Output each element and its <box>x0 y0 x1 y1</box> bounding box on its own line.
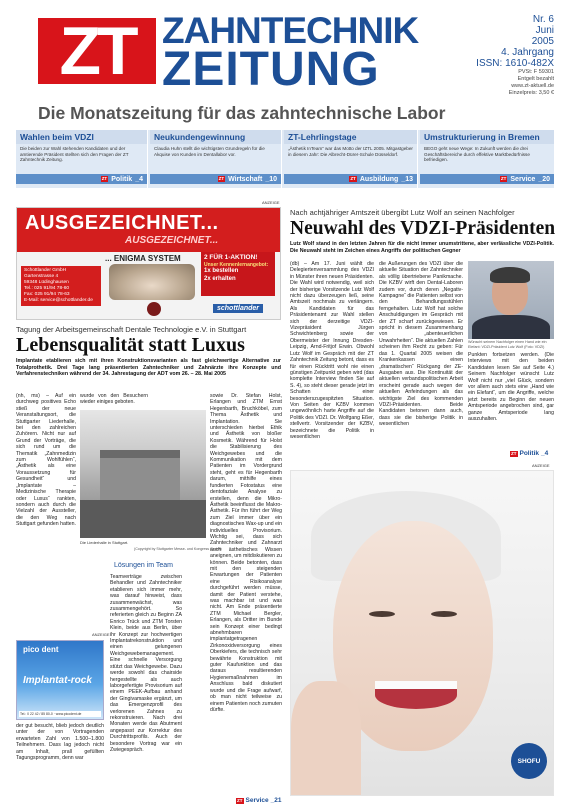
schottlander-ad[interactable] <box>16 207 281 320</box>
model-eye-right <box>431 611 457 617</box>
teaser-text: Die beiden zur Wahl stehenden Kandidaten und der amtierende Präsident stellten sich den Fragen der ZT Zahntechnik Zeitung. <box>20 146 129 163</box>
lead-col2b-text: Teamverträge zwischen Behandler und Zahntechniker etablieren sich immer mehr, was darauf hinweist, dass zusammenwächst, was zusammengehört. So referierten gleich zu Beginn ZA Enrico Trück und ZTM Torsten Klein, beide aus Berlin, über ihr Konzept zur hochwertigen Implantatrekonstruktion und einen gelungenen Weichgewebemanagement. Eine schnelle Versorgung stützt das Weichgewebe. Dazu werde sowohl das chairside hergestellte als auch laborgefertigte Provisorium auf einem PEEK-Aufbau anhand der Gingivamaske ergänzt, um das Emergenzprofil des verlorenen Zahnes zu rekonstruieren. Nach drei Monaten werde das Abutment angepasst zur Korrektur des Durchtrittsprofils. Auch der besondere Vortrag war ein Zwiegespräch. <box>110 574 182 753</box>
ad-tel: Tel.: 025 91/94 78-60 <box>24 286 70 291</box>
ref-label: Service <box>245 797 269 804</box>
ref-page: _4 <box>135 175 143 183</box>
ref-page: _20 <box>538 175 550 183</box>
ad-address <box>21 266 101 306</box>
model-hand <box>291 681 361 796</box>
lead-intro: Implantate etablieren sich mit ihren Konstruktionsvarianten als fast gleichwertige Alternative zur Totalprothetik. Drei Tage lang präsentierten Zahntechniker und Zahnärzte ihre Konzepte und Verfahrenstechniken während der 34. Jahrestagung der ADT vom 26. – 28. Mai 2005 <box>16 358 281 378</box>
teaser-strip <box>16 130 554 188</box>
issue-year: 2005 <box>531 36 554 47</box>
teaser-text: BEGO geht neue Wege: In Zukunft werden die drei Geschäftsbereiche durch effektive Marktbedürfnisse befriedigen. <box>424 146 530 163</box>
teaser-ref[interactable] <box>16 174 147 184</box>
ad-email: E-Mail: service@schottlander.de <box>24 298 93 303</box>
zt-badge: ZT <box>500 176 507 181</box>
vdzi-headline: Neuwahl des VDZI-Präsidenten <box>290 218 556 239</box>
photo-building <box>100 450 180 500</box>
lead-section-title: Lösungen im Team <box>114 562 174 569</box>
shofu-logo <box>511 743 547 779</box>
ad-label-3: ANZEIGE <box>532 463 550 468</box>
photo-trees <box>80 500 206 538</box>
ref-label: Wirtschaft <box>228 175 263 183</box>
ad-offer-box <box>201 252 275 296</box>
liederhalle-photo <box>80 410 206 538</box>
teaser-title: ZT-Lehrlingstage <box>284 130 417 144</box>
ad-offer4: 2x erhalten <box>204 275 236 282</box>
subtitle: Die Monatszeitung für das zahntechnische Labor <box>38 103 446 123</box>
dental-image <box>109 264 195 300</box>
issue-month: Juni <box>535 25 554 36</box>
vdzi-col3 <box>468 352 554 448</box>
teaser-text: Claudia Huhn stellt die wichtigsten Grundregeln für die Akquise von Kunden im Dentallabor vor. <box>154 146 265 157</box>
teaser-3[interactable] <box>284 130 418 188</box>
ad-label-2: ANZEIGE <box>92 632 110 637</box>
ref-page: _13 <box>401 175 413 183</box>
ref-label: Politik <box>519 450 540 457</box>
zt-badge: ZT <box>350 176 356 181</box>
vdzi-col3-text: Punkten fortsetzen werden. (Die Interviews mit den beiden Kandidaten lesen Sie auf Seite 4.) Seinem Nachfolger wünscht Lutz Wolf nicht nur „viel Glück, sondern vor allem auch stets eine „Hand wie ein Elefant“, um die Angriffe, welche jetzt bereits zu Beginn der neuen Amtsperiode angebrochen sind, gar ganze Amtsperiode lang auszuhalten. <box>468 352 554 423</box>
picodent-footer: Tel.: 0 22 42 / 85 80-0 · www.picodent.de <box>19 711 101 717</box>
shofu-ad[interactable] <box>290 470 554 796</box>
vdzi-ref[interactable] <box>510 450 548 457</box>
pvst: PVSt: F 59301 <box>518 69 554 75</box>
issue-number: Nr. 6 <box>532 14 554 25</box>
lead-col3-text: sowie Dr. Stefan Holst, Erlangen und ZTM Ernst Hegenbarth, Bruchköbel, zum Thema Ästhetik und Implantation. Sie unterschieden hierbei Ethik und Ästhetik von bloßer Kosmetik. Während für Holst die Stabilisierung des Weichgewebes und die Kommunikation mit dem Patienten im Vordergrund steht, geht es für Hegenbarth darum, mithilfe eines fundierten Fotostatus eine dentofaziale Analyse zu erstellen, denn die Mikro-Ästhetik beeinflusst die Makro-Ästhetik. Für ihn führt der Weg zum Ziel immer über ein diagnostisches Wax-up und ein individuelles Provisorium. Wichtig sei, dass sich Zahntechniker und Zahnarzt auch ästhetisches Wissen aneignen, um mitdiskutieren zu können. Beide betonten, dass mit den steigenden Erwartungen der Patienten eine Risikoanalyse durchgeführt werden müsse, damit der Patient verstehe, was machbar ist und was nicht. Am Ende präsentierte ZTM Michael Bergler, Erlangen, als Dritter im Bunde sein Konzept einer bedingt abnehmbaren implantatgetragenen Zirkonoxidversorgung eines Oberkiefers, die technisch sehr bewährte Konstruktion mit guter Kaufunktion und das daraus resultierenden Hygienemaßnahmen im Anschluss bald diskutiert wurde und die Frage aufwarf, ob man nicht teilweise zu einem Patienten noch zumuten dürfte. <box>210 393 282 713</box>
vdzi-intro: Lutz Wolf stand in den letzten Jahren für die nicht immer unumstrittene, aber verlässliche VDZI-Politik. Die Neuwahl steht im Zeichen eines Angriffs der politischen Gegner <box>290 241 554 254</box>
issue-info <box>474 14 554 97</box>
issn: ISSN: 1610-482X <box>476 58 554 69</box>
photo-caption: Die Liederhalle in Stuttgart. <box>80 540 129 545</box>
lead-col1b-text: der gut besucht, blieb jedoch deutlich unter der von Vortragenden erwarteten Zahl von 1.500–1.800 Teilnehmern. Dass lag jedoch nicht am Inhalt, prall gefüllten Tagungsprogramm, denn war <box>16 723 104 762</box>
vdzi-photo-caption: Wünscht seinem Nachfolger einen Hand wie ein Elefant: VDZI-Präsident Lutz Wolf (Foto: VDZI) <box>468 340 547 349</box>
teaser-1[interactable] <box>16 130 148 188</box>
ad-offer2: Unser Kennenlernangebot: <box>204 262 269 268</box>
ref-page: _10 <box>265 175 277 183</box>
ad-company: Schottlander GmbH <box>24 268 67 273</box>
masthead <box>0 0 570 123</box>
ad-fax: Fax: 025 91/94 78-63 <box>24 292 70 297</box>
vdzi-col1 <box>290 261 374 459</box>
title-line2: ZEITUNG <box>162 43 380 96</box>
vdzi-col2 <box>379 261 463 459</box>
teaser-2[interactable] <box>150 130 282 188</box>
teaser-ref[interactable] <box>284 174 417 184</box>
title-line1: ZAHNTECHNIK <box>162 10 419 51</box>
ad-headline-box <box>17 208 280 252</box>
website[interactable]: www.zt-aktuell.de <box>511 83 554 89</box>
issue-volume: 4. Jahrgang <box>501 47 554 58</box>
vdzi-col2-text: die Äußerungen des VDZI über die aktuelle Situation der Zahntechniker als völlig übertriebene Panikmache. Die KZBV wirft den Dental-Laboren zudem vor, durch deren „Negativ-Kampagne“ die Patienten selbst von den Behandlungsstühlen ferngehalten. Lutz Wolf hat solche Anschuldigungen im Gespräch mit der ZT scharf zurückgewiesen. Er spricht in diesem Zusammenhang von „abenteuerlichen Unwahrheiten“. Die aktuellen Zahlen scheinen ihm Recht zu geben: Für das 1. Quartal 2005 weisen die Krankenkassen einen „dramatischen“ Rückgang der ZE-Ausgaben aus. Die Kontinuität der aktuellen verbandspolitischen Arbeit erscheint gerade auch wegen der aktuellen Anfeindungen als das wichtigste Ziel des kommenden VDZI-Präsidenten. Beide Kandidaten betonen dann auch, dass sie die bisherige Politik in wesentlichen <box>379 261 463 428</box>
model-smile <box>375 681 457 709</box>
lead-col2b <box>110 574 182 796</box>
ref-label: Service <box>510 175 536 183</box>
zt-badge: ZT <box>237 797 243 803</box>
ad-offer3: 1x bestellen <box>204 268 239 274</box>
ad-headline: AUSGEZEICHNET... <box>25 212 219 234</box>
teaser-title: Umstrukturierung in Bremen <box>420 130 554 144</box>
picodent-product: Implantat-rock <box>23 675 92 686</box>
ad-brand: schottlander <box>213 304 263 313</box>
lutz-wolf-photo <box>468 261 554 339</box>
lead-kicker: Tagung der Arbeitsgemeinschaft Dentale Technologie e.V. in Stuttgart <box>16 325 247 334</box>
ad-product: ... ENIGMA SYSTEM <box>105 254 181 263</box>
vdzi-kicker: Nach achtjähriger Amtszeit übergibt Lutz Wolf an seinen Nachfolger <box>290 208 515 217</box>
logo-text: ZT <box>59 13 135 89</box>
picodent-ad[interactable] <box>16 640 104 720</box>
teaser-ref[interactable] <box>420 174 554 184</box>
lead-col2a: wurde von den Besuchern wieder einiges geboten. <box>80 393 148 406</box>
zt-badge: ZT <box>218 176 225 181</box>
picodent-brand: pico dent <box>23 645 59 654</box>
award-seal-icon <box>147 302 161 316</box>
teaser-title: Neukundengewinnung <box>150 130 281 144</box>
ref-label: Ausbildung <box>359 175 399 183</box>
teaser-ref[interactable] <box>150 174 281 184</box>
lead-col1-text: (nh, ms) – Auf ein durchweg positives Echo stieß der neue Veranstaltungsort, die Stuttgarter Liederhalle, bei den zahlreichen Zuhörern. Nicht nur auf Grund der Vorträge, die sich rund um die Thematik „Zahnmedizin zum Wohlfühlen“, „Ästhetik als eine Voraussetzung für Gesundheit“ und „Implantate – Medizinische Therapie oder Luxus“ rankten, sondern auch durch die Vielzahl der Aussteller, die den Weg nach Stuttgart gefunden hatten. <box>16 393 76 528</box>
lead-col3 <box>210 393 282 790</box>
price: Einzelpreis: 3,50 € <box>508 90 554 96</box>
photo-copyright: (Copyright by Stuttgarter Messe- und Kongress GmbH) <box>134 547 222 551</box>
ref-label: Politik <box>111 175 133 183</box>
ad-label: ANZEIGE <box>262 200 280 205</box>
shofu-brand: SHOFU <box>517 757 541 765</box>
lead-col1 <box>16 393 76 603</box>
ad-street: Gartenstrasse 4 <box>24 274 59 279</box>
lead-col1b <box>16 723 104 793</box>
ad-offer1: 2 FÜR 1-AKTION! <box>204 254 258 261</box>
teaser-4[interactable] <box>420 130 554 188</box>
zt-badge: ZT <box>511 450 517 456</box>
model-eye-left <box>369 611 395 617</box>
ad-subline: AUSGEZEICHNET... <box>125 235 219 246</box>
ref-page: _21 <box>270 797 282 804</box>
photo-suit <box>472 315 550 339</box>
postage: Entgelt bezahlt <box>517 76 554 82</box>
zt-logo <box>38 13 156 89</box>
teaser-title: Wahlen beim VDZI <box>16 130 147 144</box>
ref-page: _4 <box>541 450 549 457</box>
shofu-ref[interactable] <box>236 797 282 804</box>
teaser-text: „Ästhetik InTeam“ war das Motto der IZTL 2005. Mitgastgeber in diesem Jahr: Die Albrecht-Dürer-Schule Düsseldorf. <box>288 146 413 157</box>
zt-badge: ZT <box>101 176 108 181</box>
ad-city: 59348 Lüdinghausen <box>24 280 69 285</box>
lead-headline: Lebensqualität statt Luxus <box>16 334 245 356</box>
photo-hair <box>490 267 530 283</box>
vdzi-col1-text: (db) – Am 17. Juni wählt die Delegiertenversammlung des VDZI in Münster ihren neuen Präsidenten. Die Wahl wird notwendig, weil sich der bisherige Vorsitzende Lutz Wolf nicht dazu überzeugen ließ, seine Amtszeit nochmals zu verlängern. Als Kandidaten für das Präsidentenamt zur Wahl stellen sich der derzeitige VDZI-Vizepräsident Jürgen Schwichtenberg sowie der Obermeister der Innung Dresden-Leipzig, Arnd-Fritjof Erwin. Obwohl Lutz Wolf im Gespräch mit der ZT Zahntechnik Zeitung betont, dass es für einen Rücktritt wohl nie einen günstigen Zeitpunkt geben wird (das komplette Interview finden Sie auf S. 4), so steht dieser gerade jetzt im Schatten einer besonderszugespitzten Situation. Von Seiten der KZBV kommen ungewöhnlich harte Angriffe auf die Politik des VDZI. Dr. Wolfgang Eßer, stellvertr. Vorsitzender der KZBV, bezeichnete die Politik in wesentlichen <box>290 261 374 440</box>
